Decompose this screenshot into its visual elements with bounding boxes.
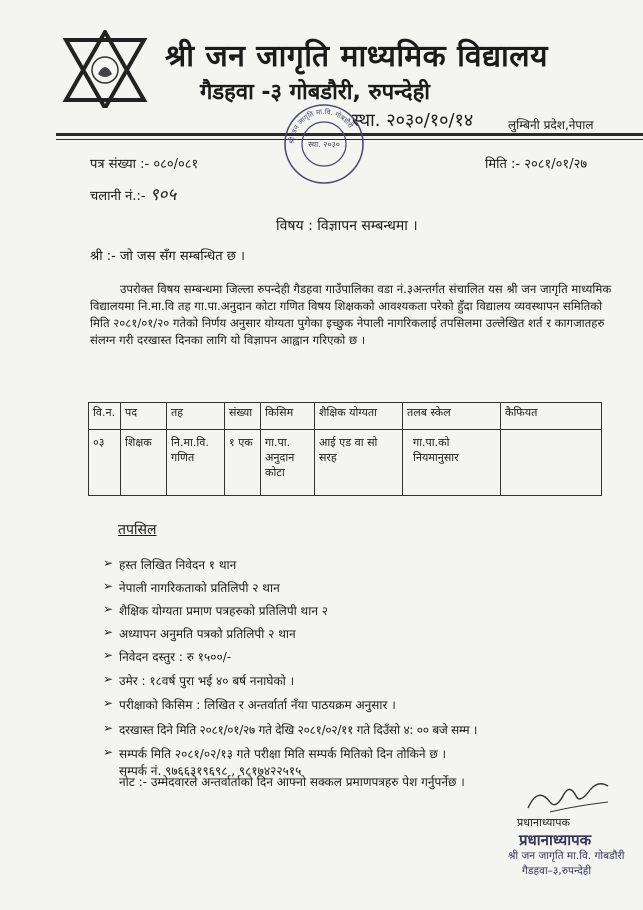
header-post: पद [121, 403, 167, 430]
headmaster-stamp-address: गैडहवा–३,रुपन्देही [522, 865, 592, 877]
seal-center-text: स्था. २०३० [308, 140, 340, 149]
arrow-bullet-icon: ➢ [103, 745, 114, 759]
dispatch-label: चलानी नं.:- [90, 189, 146, 204]
list-item: ➢ नेपाली नागरिकताको प्रतिलिपी २ थान [103, 579, 280, 595]
dispatch-value-handwritten: ९०५ [149, 185, 177, 205]
list-item: ➢ दरखास्त दिने मिति २०८१/०१/२७ गते देखि २०८१/०२/११ गते दिउँसो ४: ०० बजे सम्म । [103, 721, 478, 737]
cell-level: नि.मा.वि. गणित [167, 430, 225, 496]
school-logo-star-icon [62, 30, 148, 108]
arrow-bullet-icon: ➢ [103, 672, 114, 686]
established-date: स्था. २०३०/१०/१४ [352, 110, 474, 131]
school-name: श्री जन जागृति माध्यमिक विद्यालय [165, 39, 548, 74]
cell-salary-scale: गा.पा.को नियमानुसार [403, 430, 501, 496]
header-serial: वि.न. [89, 403, 121, 430]
list-item: ➢ अध्यापन अनुमति पत्रको प्रतिलिपी २ थान [103, 625, 296, 641]
arrow-bullet-icon: ➢ [103, 648, 114, 662]
cell-serial: ०३ [89, 430, 121, 496]
details-title: तपसिल [118, 522, 157, 538]
contact-numbers: सम्पर्क नं. ९७६६३१९६९८ , ९८१७४२२५१५ [119, 764, 302, 778]
header-type: किसिम [261, 403, 315, 430]
list-item: ➢ निवेदन दस्तुर : रु १५००/- [103, 648, 232, 664]
addressee-line: श्री :- जो जस सँग सम्बन्धित छ । [90, 249, 245, 264]
dispatch-number [90, 182, 176, 205]
vacancy-table-header-row [89, 403, 602, 430]
seal-arc-text: श्री जन जागृति मा.वि. गोबडौरी [287, 107, 355, 145]
headmaster-stamp-school: श्री जन जागृति मा.वि. गोबडौरी [508, 850, 625, 862]
cell-qualification: आई एड वा सो सरह [315, 430, 403, 496]
note-line: नोट :- उम्मेदवारले अन्तर्वार्ताको दिन आफ्नो सक्कल प्रमाणपत्रहरु पेश गर्नुपर्नेछ । [119, 775, 465, 789]
body-paragraph: उपरोक्त विषय सम्बन्धमा जिल्ला रुपन्देही गैडहवा गाउँपालिका वडा नं.३अन्तर्गत संचालित यस श्री जन जागृति माध्यमिक विद्यालयमा नि.मा.वि तह गा.पा.अनुदान कोटा गणित विषय शिक्षकको आवश्यकता परेको हुँदा विद्यालय व्यवस्थापन समितिको मिति २०८१/०१/२० गतेको निर्णय अनुसार योग्यता पुगेका इच्छुक नेपाली नागरिकलाई तपसिलमा उल्लेखित शर्त र कागजातहरु संलग्न गरी दरखास्त दिनका लागि यो विज्ञापन आह्वान गरिएको छ । [90, 282, 612, 347]
list-item: ➢ शैक्षिक योग्यता प्रमाण पत्रहरुको प्रतिलिपी थान २ [103, 602, 329, 618]
letter-date: मिति :- २०८१/०१/२७ [485, 157, 588, 172]
arrow-bullet-icon: ➢ [103, 602, 114, 616]
reference-number: पत्र संख्या :- ०८०/०८१ [90, 157, 199, 172]
header-remarks: कैफियत [501, 403, 602, 430]
cell-type: गा.पा. अनुदान कोटा [261, 430, 315, 496]
school-address: गैडहवा -३ गोबडौरी, रुपन्देही [200, 80, 430, 105]
table-row [89, 430, 602, 496]
header-count: संख्या [225, 403, 261, 430]
headmaster-stamp-title: प्रधानाध्यापक [519, 831, 592, 849]
arrow-bullet-icon: ➢ [103, 696, 114, 710]
list-item: ➢ परीक्षाको किसिम : लिखित र अन्तर्वार्ता नँया पाठयक्रम अनुसार । [103, 696, 396, 712]
details-list [103, 556, 603, 781]
cell-count: १ एक [225, 430, 261, 496]
arrow-bullet-icon: ➢ [103, 579, 114, 593]
vacancy-table [88, 402, 602, 496]
arrow-bullet-icon: ➢ [103, 721, 113, 735]
header-salary-scale: तलब स्केल [403, 403, 501, 430]
arrow-bullet-icon: ➢ [103, 556, 114, 570]
school-seal-stamp [282, 102, 366, 186]
list-item: ➢ हस्त लिखित निवेदन १ थान [103, 556, 237, 572]
province-label: लुम्बिनी प्रदेश,नेपाल [508, 118, 594, 132]
header-level: तह [167, 403, 225, 430]
cell-post: शिक्षक [121, 430, 167, 496]
arrow-bullet-icon: ➢ [103, 625, 114, 639]
headmaster-title: प्रधानाध्यापक [517, 816, 570, 829]
headmaster-signature [520, 778, 620, 818]
list-item: ➢ उमेर : १८वर्ष पुरा भई ४० बर्ष ननाघेको । [103, 672, 295, 688]
cell-remarks [501, 430, 602, 496]
letter-subject: विषय : विज्ञापन सम्बन्धमा । [276, 218, 418, 234]
list-item: ➢ सम्पर्क मिति २०८१/०२/१३ गते परीक्षा मिति सम्पर्क मितिको दिन तोकिने छ । सम्पर्क नं. ९७६६३१९६९८ , ९८१७४२२५१५ [103, 745, 603, 781]
header-qualification: शैक्षिक योग्यता [315, 403, 403, 430]
